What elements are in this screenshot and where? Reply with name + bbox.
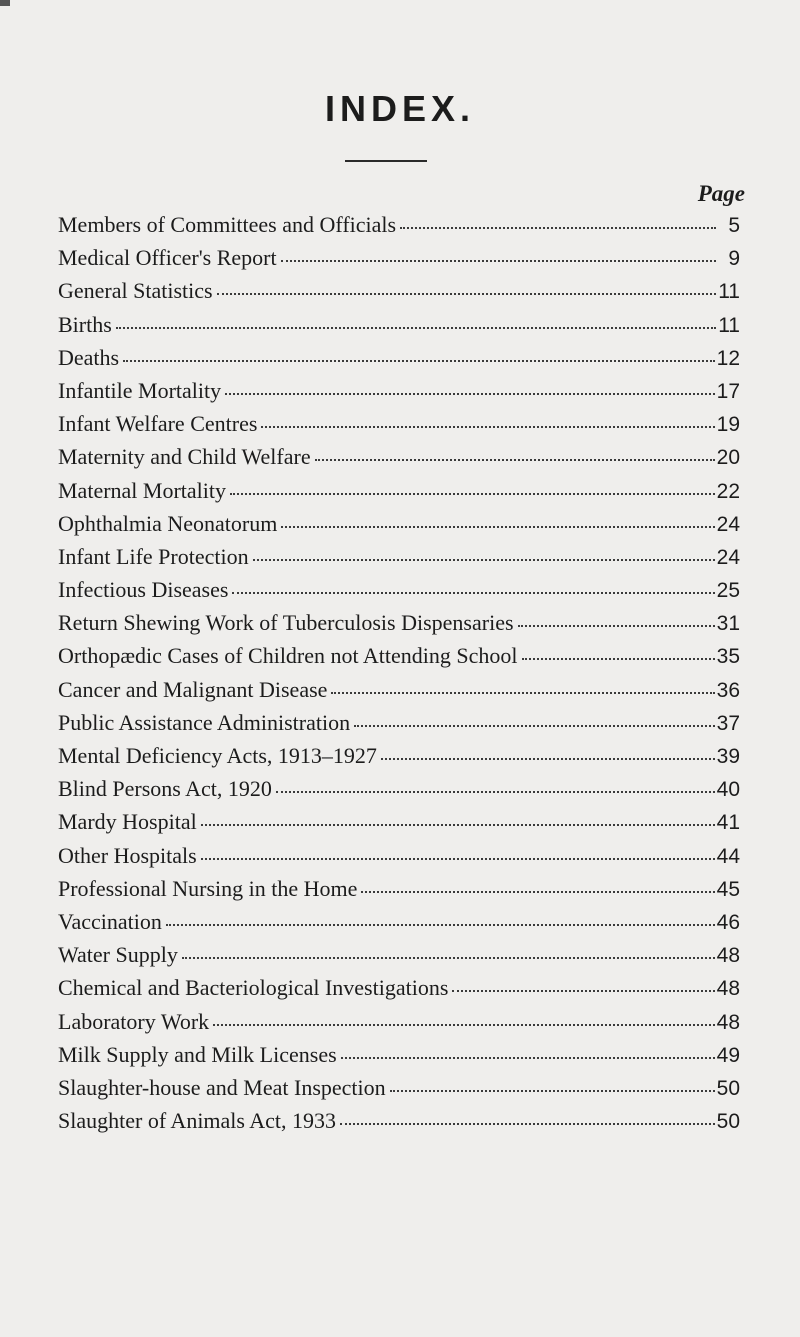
page-title: INDEX. <box>324 88 476 129</box>
entry-title: Milk Supply and Milk Licenses <box>58 1041 337 1067</box>
dot-leader <box>232 592 714 594</box>
index-entry <box>58 743 740 776</box>
index-entry <box>58 843 740 876</box>
dot-leader <box>340 1123 715 1125</box>
entry-title: Medical Officer's Report <box>58 245 277 271</box>
entry-page-number: 35 <box>716 645 740 669</box>
index-entry <box>58 278 740 311</box>
entry-page-number: 46 <box>716 910 740 934</box>
entry-title: Mental Deficiency Acts, 1913–1927 <box>58 743 377 768</box>
index-entry <box>58 1108 740 1141</box>
index-entry <box>58 511 740 544</box>
dot-leader <box>281 260 716 262</box>
dot-leader <box>253 559 715 561</box>
index-entry <box>58 577 740 610</box>
index-entry <box>58 876 740 909</box>
index-entry <box>58 312 740 345</box>
entry-page-number: 50 <box>716 1076 740 1100</box>
entry-page-number: 24 <box>716 545 740 569</box>
dot-leader <box>217 293 716 295</box>
dot-leader <box>116 327 716 329</box>
entry-page-number: 24 <box>716 512 740 536</box>
index-entry <box>58 677 740 710</box>
entry-page-number: 36 <box>716 678 740 702</box>
dot-leader <box>452 990 714 992</box>
entry-page-number: 40 <box>716 778 740 802</box>
dot-leader <box>213 1024 714 1026</box>
index-entry <box>58 1075 740 1108</box>
entry-title: General Statistics <box>58 278 213 304</box>
entry-page-number: 11 <box>718 313 740 337</box>
dot-leader <box>261 426 714 428</box>
dot-leader <box>390 1090 715 1092</box>
entry-title: Infant Welfare Centres <box>58 411 258 437</box>
entry-page-number: 25 <box>716 579 740 603</box>
index-entry <box>58 1042 740 1075</box>
entry-page-number: 37 <box>716 711 740 735</box>
entry-title: Slaughter of Animals Act, 1933 <box>58 1108 337 1134</box>
entry-page-number: 50 <box>716 1110 740 1134</box>
entry-title: Maternity and Child Welfare <box>58 444 311 470</box>
index-entry <box>58 643 740 676</box>
entry-page-number: 48 <box>716 944 740 968</box>
index-entry <box>58 909 740 942</box>
dot-leader <box>201 824 715 826</box>
index-list <box>58 212 740 1141</box>
entry-title: Births <box>58 311 112 337</box>
entry-title: Ophthalmia Neonatorum <box>58 510 278 536</box>
index-entry <box>58 444 740 477</box>
dot-leader <box>230 493 715 495</box>
index-entry <box>58 809 740 842</box>
dot-leader <box>182 957 715 959</box>
entry-page-number: 12 <box>716 346 740 370</box>
index-entry <box>58 942 740 975</box>
entry-page-number: 5 <box>728 214 740 237</box>
index-entry <box>58 776 740 809</box>
index-entry <box>58 710 740 743</box>
index-entry <box>58 610 740 643</box>
page-column-heading: Page <box>697 181 745 206</box>
dot-leader <box>315 459 715 461</box>
entry-title: Orthopædic Cases of Children not Attending School <box>58 643 518 669</box>
index-entry <box>58 544 740 577</box>
dot-leader <box>381 758 715 760</box>
index-entry <box>58 345 740 378</box>
entry-page-number: 19 <box>716 413 740 437</box>
dot-leader <box>361 891 714 893</box>
dot-leader <box>331 692 714 694</box>
entry-page-number: 48 <box>716 977 740 1001</box>
entry-page-number: 44 <box>716 844 740 868</box>
dot-leader <box>518 625 715 627</box>
index-entry <box>58 411 740 444</box>
dot-leader <box>341 1057 715 1059</box>
entry-page-number: 17 <box>716 379 740 403</box>
entry-title: Infantile Mortality <box>58 377 222 403</box>
entry-title: Professional Nursing in the Home <box>58 875 358 901</box>
dot-leader <box>281 526 714 528</box>
entry-title: Chemical and Bacteriological Investigations <box>58 975 449 1001</box>
entry-title: Slaughter-house and Meat Inspection <box>58 1074 386 1100</box>
dot-leader <box>225 393 715 395</box>
entry-title: Laboratory Work <box>58 1008 210 1034</box>
entry-title: Infectious Diseases <box>58 577 229 603</box>
index-entry <box>58 975 740 1008</box>
index-entry <box>58 1009 740 1042</box>
entry-page-number: 39 <box>716 745 740 768</box>
entry-title: Infant Life Protection <box>58 543 249 569</box>
dot-leader <box>522 658 715 660</box>
dot-leader <box>123 360 715 362</box>
entry-title: Mardy Hospital <box>58 809 197 835</box>
corner-mark <box>0 0 10 6</box>
entry-page-number: 48 <box>716 1010 740 1034</box>
dot-leader <box>354 725 715 727</box>
entry-page-number: 22 <box>716 479 740 503</box>
index-entry <box>58 212 740 245</box>
entry-title: Maternal Mortality <box>58 477 227 503</box>
title-divider <box>345 160 427 162</box>
index-entry <box>58 245 740 278</box>
dot-leader <box>166 924 715 926</box>
dot-leader <box>276 791 715 793</box>
entry-title: Vaccination <box>58 908 162 934</box>
dot-leader <box>201 858 715 860</box>
index-entry <box>58 378 740 411</box>
entry-title: Other Hospitals <box>58 842 197 868</box>
entry-page-number: 41 <box>716 811 740 835</box>
entry-page-number: 9 <box>728 247 740 271</box>
entry-title: Return Shewing Work of Tuberculosis Dispensaries <box>58 610 514 636</box>
index-entry <box>58 478 740 511</box>
entry-page-number: 45 <box>716 877 740 901</box>
entry-title: Deaths <box>58 344 120 370</box>
entry-title: Public Assistance Administration <box>58 709 351 735</box>
entry-title: Cancer and Malignant Disease <box>58 676 328 702</box>
entry-page-number: 20 <box>716 446 740 470</box>
entry-page-number: 31 <box>716 612 740 636</box>
entry-page-number: 11 <box>718 280 740 304</box>
dot-leader <box>400 227 716 229</box>
entry-page-number: 49 <box>716 1043 740 1067</box>
entry-title: Members of Committees and Officials <box>58 212 397 237</box>
entry-title: Blind Persons Act, 1920 <box>58 776 272 802</box>
entry-title: Water Supply <box>58 942 178 968</box>
